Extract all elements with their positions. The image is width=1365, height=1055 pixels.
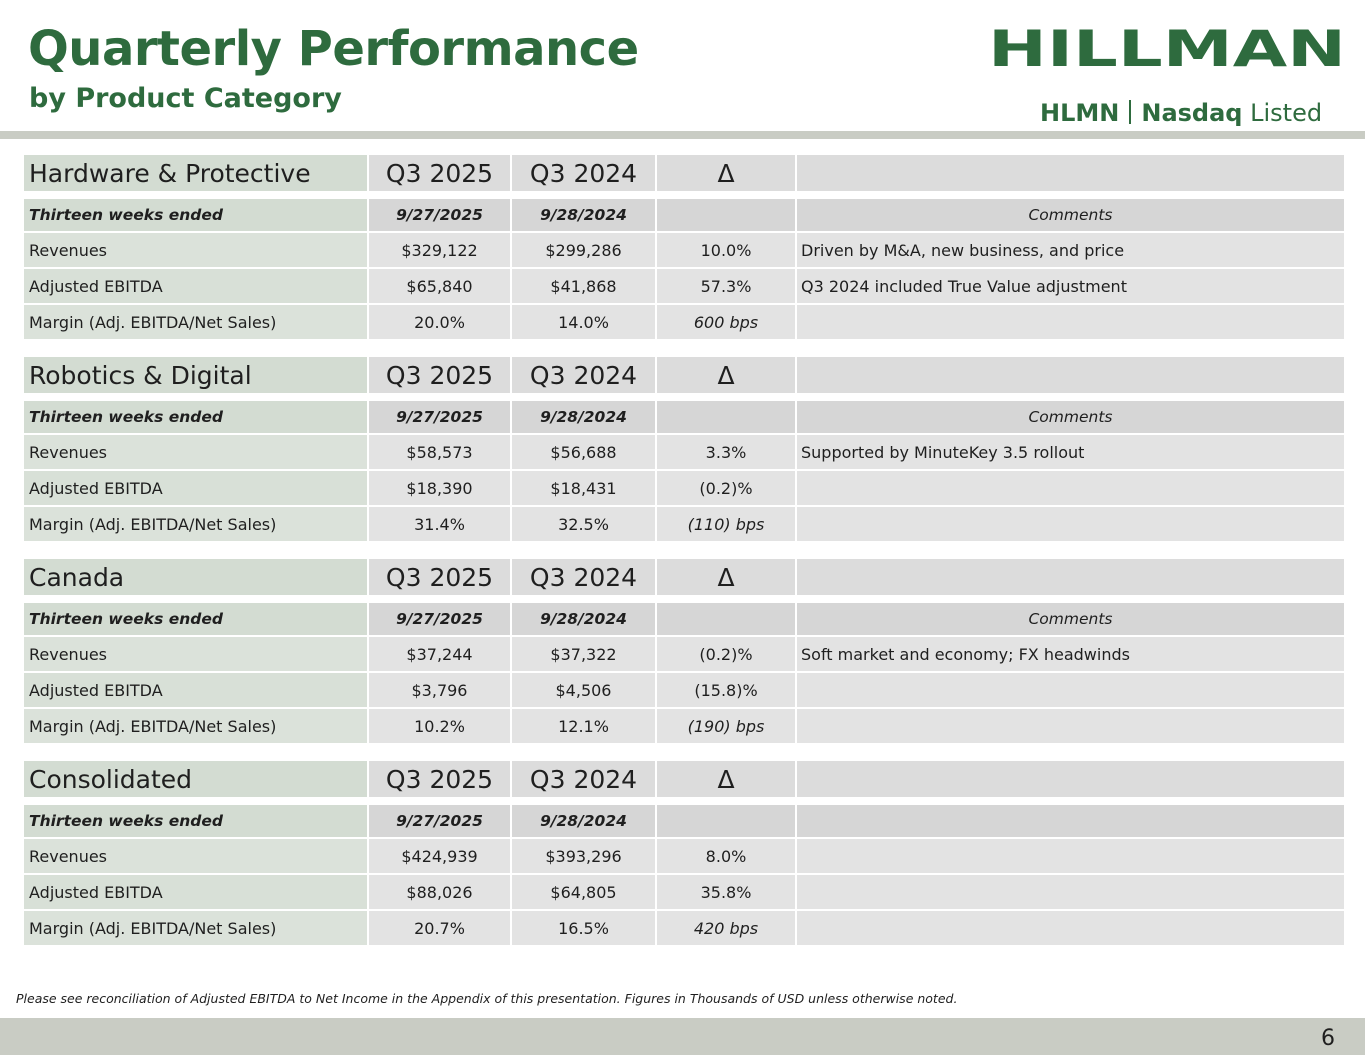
date-current: 9/27/2025 xyxy=(369,805,512,839)
page-subtitle: by Product Category xyxy=(29,83,342,114)
row-delta: (110) bps xyxy=(657,507,797,543)
row-prior: $56,688 xyxy=(512,435,657,471)
date-prior: 9/28/2024 xyxy=(512,401,657,435)
row-delta: 10.0% xyxy=(657,233,797,269)
row-prior: $37,322 xyxy=(512,637,657,673)
row-label: Margin (Adj. EBITDA/Net Sales) xyxy=(24,507,369,543)
row-current: $18,390 xyxy=(369,471,512,507)
period-label: Thirteen weeks ended xyxy=(24,401,369,435)
row-comment: Supported by MinuteKey 3.5 rollout xyxy=(797,435,1344,471)
row-prior: 16.5% xyxy=(512,911,657,947)
table-row xyxy=(24,875,1344,911)
page-title: Quarterly Performance xyxy=(28,21,639,77)
row-comment: Driven by M&A, new business, and price xyxy=(797,233,1344,269)
table-subheader-row xyxy=(24,401,1344,435)
row-delta: (0.2)% xyxy=(657,637,797,673)
row-comment xyxy=(797,507,1344,543)
row-delta: 8.0% xyxy=(657,839,797,875)
row-label: Revenues xyxy=(24,637,369,673)
table-subheader-row xyxy=(24,805,1344,839)
date-current: 9/27/2025 xyxy=(369,401,512,435)
row-comment xyxy=(797,875,1344,911)
date-current: 9/27/2025 xyxy=(369,199,512,233)
row-prior: $64,805 xyxy=(512,875,657,911)
row-delta: (15.8)% xyxy=(657,673,797,709)
row-label: Margin (Adj. EBITDA/Net Sales) xyxy=(24,709,369,745)
footer-bar xyxy=(0,1018,1365,1055)
row-delta: (0.2)% xyxy=(657,471,797,507)
row-prior: 14.0% xyxy=(512,305,657,341)
row-current: $88,026 xyxy=(369,875,512,911)
logo-divider xyxy=(1129,100,1131,124)
table-consolidated xyxy=(24,761,1344,947)
segment-title: Robotics & Digital xyxy=(24,357,369,395)
logo-exchange: Nasdaq xyxy=(1141,99,1243,127)
row-prior: $4,506 xyxy=(512,673,657,709)
logo-wordmark-text: HILLMAN xyxy=(988,26,1346,70)
row-label: Revenues xyxy=(24,839,369,875)
row-label: Adjusted EBITDA xyxy=(24,673,369,709)
row-prior: $299,286 xyxy=(512,233,657,269)
col-current-header: Q3 2025 xyxy=(369,761,512,799)
table-row xyxy=(24,435,1344,471)
col-prior-header: Q3 2024 xyxy=(512,155,657,193)
col-prior-header: Q3 2024 xyxy=(512,559,657,597)
row-label: Adjusted EBITDA xyxy=(24,875,369,911)
segment-title: Hardware & Protective xyxy=(24,155,369,193)
row-prior: $18,431 xyxy=(512,471,657,507)
col-current-header: Q3 2025 xyxy=(369,559,512,597)
logo-tagline xyxy=(1040,98,1322,132)
table-robotics-digital xyxy=(24,357,1344,543)
comments-label: Comments xyxy=(797,199,1344,233)
hillman-logo xyxy=(986,26,1348,127)
date-prior: 9/28/2024 xyxy=(512,199,657,233)
row-delta: 600 bps xyxy=(657,305,797,341)
table-row xyxy=(24,507,1344,543)
col-delta-header: Δ xyxy=(657,155,797,193)
table-header-row xyxy=(24,761,1344,799)
table-subheader-row xyxy=(24,199,1344,233)
period-label: Thirteen weeks ended xyxy=(24,805,369,839)
col-comments-header-blank xyxy=(797,761,1344,799)
table-header-row xyxy=(24,155,1344,193)
table-header-row xyxy=(24,559,1344,597)
row-prior: 32.5% xyxy=(512,507,657,543)
table-row xyxy=(24,233,1344,269)
period-label: Thirteen weeks ended xyxy=(24,199,369,233)
logo-listed: Listed xyxy=(1250,99,1323,127)
delta-subheader-blank xyxy=(657,805,797,839)
row-comment xyxy=(797,673,1344,709)
row-current: $329,122 xyxy=(369,233,512,269)
row-comment xyxy=(797,305,1344,341)
table-row xyxy=(24,269,1344,305)
col-current-header: Q3 2025 xyxy=(369,155,512,193)
row-comment xyxy=(797,839,1344,875)
row-delta: 3.3% xyxy=(657,435,797,471)
table-row xyxy=(24,471,1344,507)
segment-title: Canada xyxy=(24,559,369,597)
row-delta: 35.8% xyxy=(657,875,797,911)
delta-subheader-blank xyxy=(657,199,797,233)
comments-label xyxy=(797,805,1344,839)
delta-subheader-blank xyxy=(657,401,797,435)
table-subheader-row xyxy=(24,603,1344,637)
row-current: $37,244 xyxy=(369,637,512,673)
hillman-wordmark-logo xyxy=(986,26,1348,70)
row-delta: 57.3% xyxy=(657,269,797,305)
row-comment xyxy=(797,911,1344,947)
col-prior-header: Q3 2024 xyxy=(512,357,657,395)
row-current: $65,840 xyxy=(369,269,512,305)
row-label: Adjusted EBITDA xyxy=(24,269,369,305)
row-current: 20.7% xyxy=(369,911,512,947)
row-label: Margin (Adj. EBITDA/Net Sales) xyxy=(24,305,369,341)
row-current: $3,796 xyxy=(369,673,512,709)
row-current: 31.4% xyxy=(369,507,512,543)
period-label: Thirteen weeks ended xyxy=(24,603,369,637)
logo-ticker: HLMN xyxy=(1040,99,1120,127)
segment-title: Consolidated xyxy=(24,761,369,799)
row-label: Revenues xyxy=(24,233,369,269)
row-current: 20.0% xyxy=(369,305,512,341)
comments-label: Comments xyxy=(797,603,1344,637)
footnote: Please see reconciliation of Adjusted EBITDA to Net Income in the Appendix of this presentation. Figures in Thousands of USD unless otherwise noted. xyxy=(16,991,958,1006)
delta-subheader-blank xyxy=(657,603,797,637)
col-prior-header: Q3 2024 xyxy=(512,761,657,799)
row-comment xyxy=(797,709,1344,745)
row-current: $424,939 xyxy=(369,839,512,875)
col-comments-header-blank xyxy=(797,357,1344,395)
col-delta-header: Δ xyxy=(657,761,797,799)
table-row xyxy=(24,637,1344,673)
page-number: 6 xyxy=(1321,1026,1335,1051)
row-label: Margin (Adj. EBITDA/Net Sales) xyxy=(24,911,369,947)
row-comment: Q3 2024 included True Value adjustment xyxy=(797,269,1344,305)
header-divider xyxy=(0,131,1365,139)
table-hardware-protective xyxy=(24,155,1344,341)
col-delta-header: Δ xyxy=(657,559,797,597)
row-current: 10.2% xyxy=(369,709,512,745)
table-row xyxy=(24,709,1344,745)
table-row xyxy=(24,911,1344,947)
row-delta: 420 bps xyxy=(657,911,797,947)
col-comments-header-blank xyxy=(797,559,1344,597)
table-header-row xyxy=(24,357,1344,395)
table-row xyxy=(24,673,1344,709)
row-label: Revenues xyxy=(24,435,369,471)
date-prior: 9/28/2024 xyxy=(512,805,657,839)
row-prior: $41,868 xyxy=(512,269,657,305)
row-prior: $393,296 xyxy=(512,839,657,875)
comments-label: Comments xyxy=(797,401,1344,435)
col-current-header: Q3 2025 xyxy=(369,357,512,395)
col-comments-header-blank xyxy=(797,155,1344,193)
col-delta-header: Δ xyxy=(657,357,797,395)
row-comment xyxy=(797,471,1344,507)
row-delta: (190) bps xyxy=(657,709,797,745)
row-prior: 12.1% xyxy=(512,709,657,745)
table-row xyxy=(24,839,1344,875)
row-label: Adjusted EBITDA xyxy=(24,471,369,507)
date-prior: 9/28/2024 xyxy=(512,603,657,637)
row-comment: Soft market and economy; FX headwinds xyxy=(797,637,1344,673)
table-canada xyxy=(24,559,1344,745)
date-current: 9/27/2025 xyxy=(369,603,512,637)
table-row xyxy=(24,305,1344,341)
row-current: $58,573 xyxy=(369,435,512,471)
